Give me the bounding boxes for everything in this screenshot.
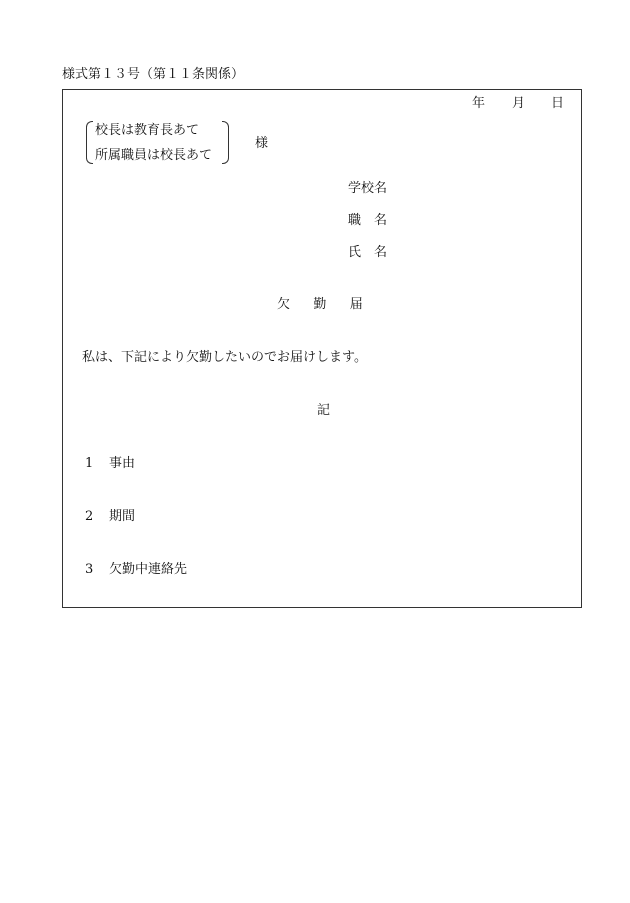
item-number: 2 (85, 509, 94, 524)
item-label: 事由 (109, 456, 136, 471)
ki-notation: 記 (317, 403, 331, 418)
form-title: 様式第１３号（第１１条関係） (62, 67, 245, 82)
addressee-line-2: 所属職員は校長あて (95, 148, 213, 163)
form-box (62, 89, 582, 608)
item-number: 1 (85, 456, 94, 471)
item-period (85, 510, 135, 523)
body-text: 私は、下記により欠勤したいのでお届けします。 (82, 350, 367, 365)
document-heading: 欠勤届 (277, 297, 387, 312)
date-year-label: 年 (472, 96, 486, 111)
item-label: 欠勤中連絡先 (109, 562, 188, 577)
addressee-bracket-left (86, 121, 93, 164)
date-day-label: 日 (551, 96, 565, 111)
item-number: 3 (85, 562, 94, 577)
item-label: 期間 (109, 509, 136, 524)
name-label: 氏 名 (348, 245, 388, 260)
position-label: 職 名 (348, 213, 388, 228)
honorific: 様 (255, 136, 269, 151)
item-reason (85, 457, 135, 470)
addressee-bracket-right (222, 121, 229, 164)
school-name-label: 学校名 (348, 181, 388, 196)
date-month-label: 月 (512, 96, 526, 111)
addressee-line-1: 校長は教育長あて (95, 123, 200, 138)
item-contact (85, 563, 187, 576)
